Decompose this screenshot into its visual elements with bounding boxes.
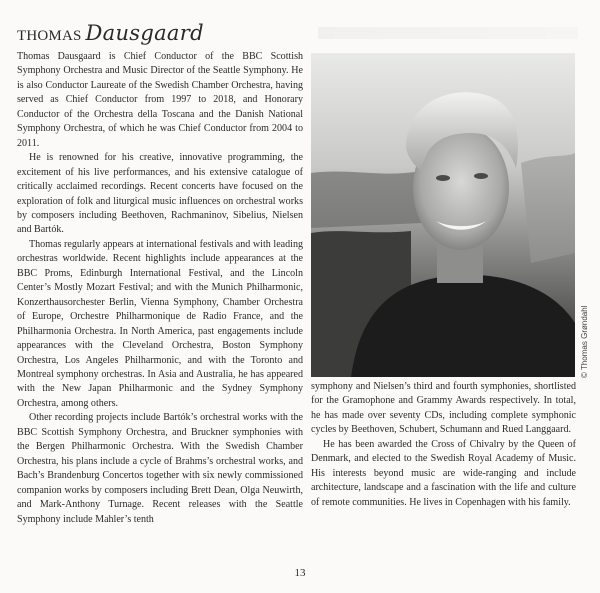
bio-paragraph-4: Other recording projects include Bartók’s orchestral works with the BBC Scottish Symphony Orchestra, and Bruckner symphonies with the Bergen Philharmonic Orchestra. With the Swedish Chamber Orchestra, his plans include a cycle of Brahms’s orchestral works, and Bach’s Brandenburg Concertos together with six newly commissioned companion works by composers including Brett Dean, Olga Neuwirth, and Mark-Anthony Turnage. Recent releases with the Seattle Symphony include Mahler’s tenth	[17, 412, 303, 525]
bleed-through-text	[318, 27, 578, 39]
title-last-name: Dausgaard	[85, 21, 204, 45]
bio-paragraph-5: symphony and Nielsen’s third and fourth symphonies, shortlisted for the Gramophone and Grammy Awards respectively. In total, he has made over seventy CDs, including complete symphonic cycles by Beethoven, Schubert, Schumann and Rued Langgaard.	[311, 381, 576, 436]
page-number: 13	[294, 567, 306, 579]
right-column	[311, 380, 576, 510]
bio-paragraph-6: He has been awarded the Cross of Chivalry by the Queen of Denmark, and elected to the Swedish Royal Academy of Music. His interests beyond music are wide-ranging and include architecture, landscape and a fascination with the life and culture of remote communities. He lives in Copenhagen with his family.	[311, 438, 576, 508]
page-title	[17, 21, 307, 47]
title-first-name: THOMAS	[17, 28, 82, 44]
portrait-illustration	[311, 53, 575, 377]
left-column	[17, 50, 303, 527]
bio-paragraph-3: Thomas regularly appears at international festivals and with leading orchestras worldwide. Recent highlights include appearances at the BBC Proms, Edinburgh International Festival, and the Lincoln Center’s Mostly Mozart Festival; and with the Munich Philharmonic, Konzerthausorchester Berlin, Vienna Symphony, Chamber Orchestra of Europe, Orchestre Philharmonique de Radio France, and the Philharmonia Orchestra. In North America, past engagements include appearances with the Cleveland Orchestra, Boston Symphony Orchestra, Los Angeles Philharmonic, and with the Toronto and Montreal symphony orchestras. In Asia and Australia, he has appeared with the New Japan Philharmonic and the Sydney Symphony Orchestra, among others.	[17, 238, 303, 409]
bio-paragraph-2: He is renowned for his creative, innovative programming, the excitement of his live performances, and his extensive catalogue of critically acclaimed recordings. Recent concerts have focused on the exploration of folk and liturgical music influences on orchestral works by composers including Beethoven, Rachmaninov, Sibelius, Nielsen and Bartók.	[17, 152, 303, 236]
photo-credit: © Thomas Grøndahl	[580, 305, 589, 378]
bio-paragraph-1: Thomas Dausgaard is Chief Conductor of the BBC Scottish Symphony Orchestra and Music Director of the Seattle Symphony. He is also Conductor Laureate of the Swedish Chamber Orchestra, having served as Chief Conductor from 1997 to 2018, and Honorary Conductor of the Orchestra della Toscana and the Danish National Symphony Orchestra, of which he was Chief Conductor from 2004 to 2011.	[17, 51, 303, 149]
conductor-portrait-photo	[311, 53, 575, 377]
